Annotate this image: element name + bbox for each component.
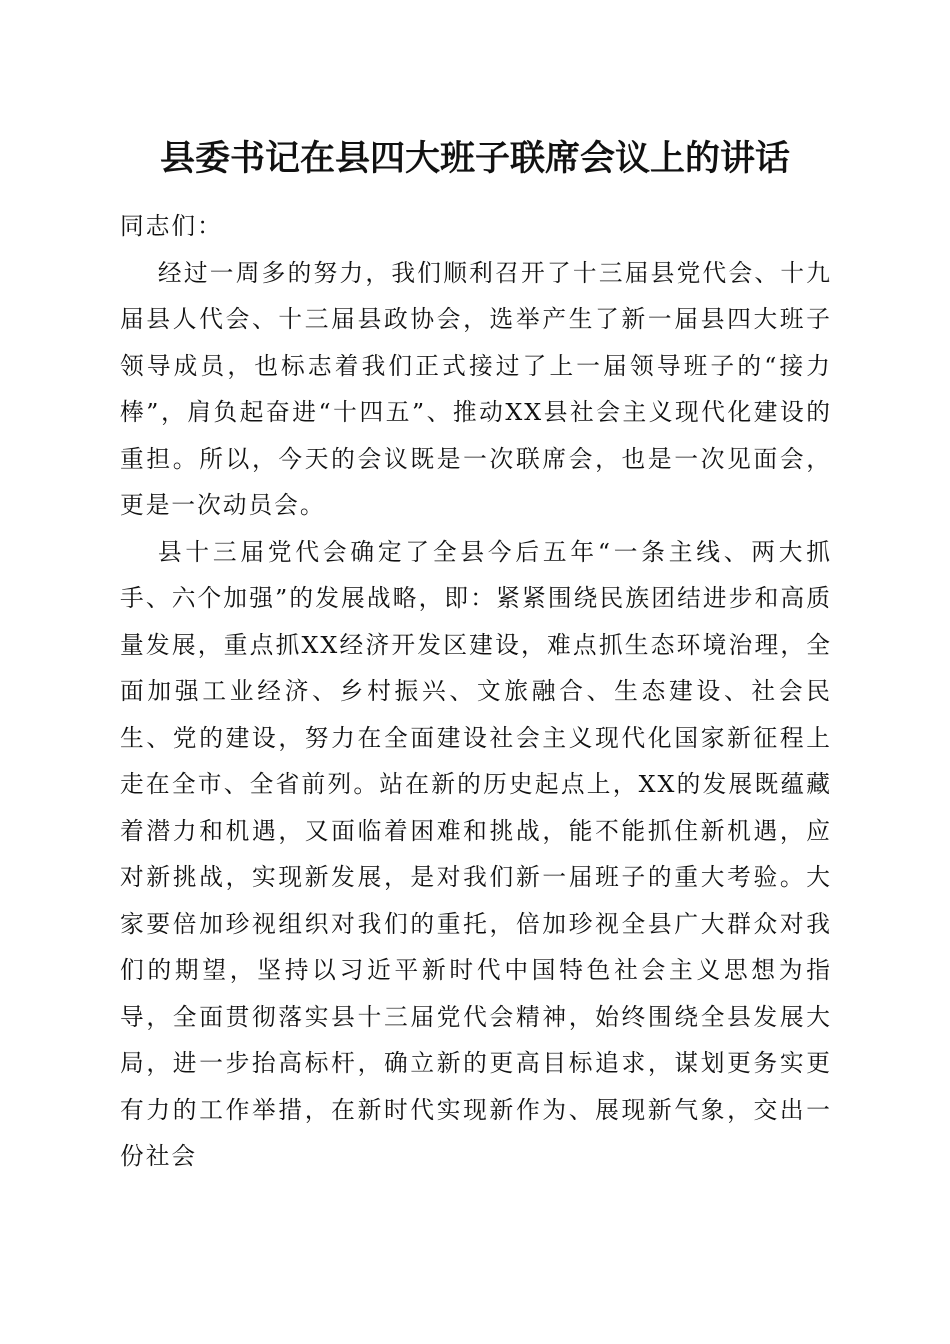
paragraph-1: 经过一周多的努力，我们顺利召开了十三届县党代会、十九届县人代会、十三届县政协会，选举产生了新一届县四大班子领导成员，也标志着我们正式接过了上一届领导班子的“接力棒”，肩负起奋进“十四五”、推动XX县社会主义现代化建设的重担。所以，今天的会议既是一次联席会，也是一次见面会，更是一次动员会。 [120,258,832,519]
salutation: 同志们： [120,212,223,240]
document-title: 县委书记在县四大班子联席会议上的讲话 [159,138,790,179]
paragraph-2: 县十三届党代会确定了全县今后五年“一条主线、两大抓手、六个加强”的发展战略，即：紧紧围绕民族团结进步和高质量发展，重点抓XX经济开发区建设，难点抓生态环境治理，全面加强工业经济、乡村振兴、文旅融合、生态建设、社会民生、党的建设，努力在全面建设社会主义现代化国家新征程上走在全市、全省前列。站在新的历史起点上，XX的发展既蕴藏着潜力和机遇，又面临着困难和挑战，能不能抓住新机遇，应对新挑战，实现新发展，是对我们新一届班子的重大考验。大家要倍加珍视组织对我们的重托，倍加珍视全县广大群众对我们的期望，坚持以习近平新时代中国特色社会主义思想为指导，全面贯彻落实县十三届党代会精神，始终围绕全县发展大局，进一步抬高标杆，确立新的更高目标追求，谋划更务实更有力的工作举措，在新时代实现新作为、展现新气象，交出一份社会 [120,537,832,1170]
document-body [120,203,832,1180]
